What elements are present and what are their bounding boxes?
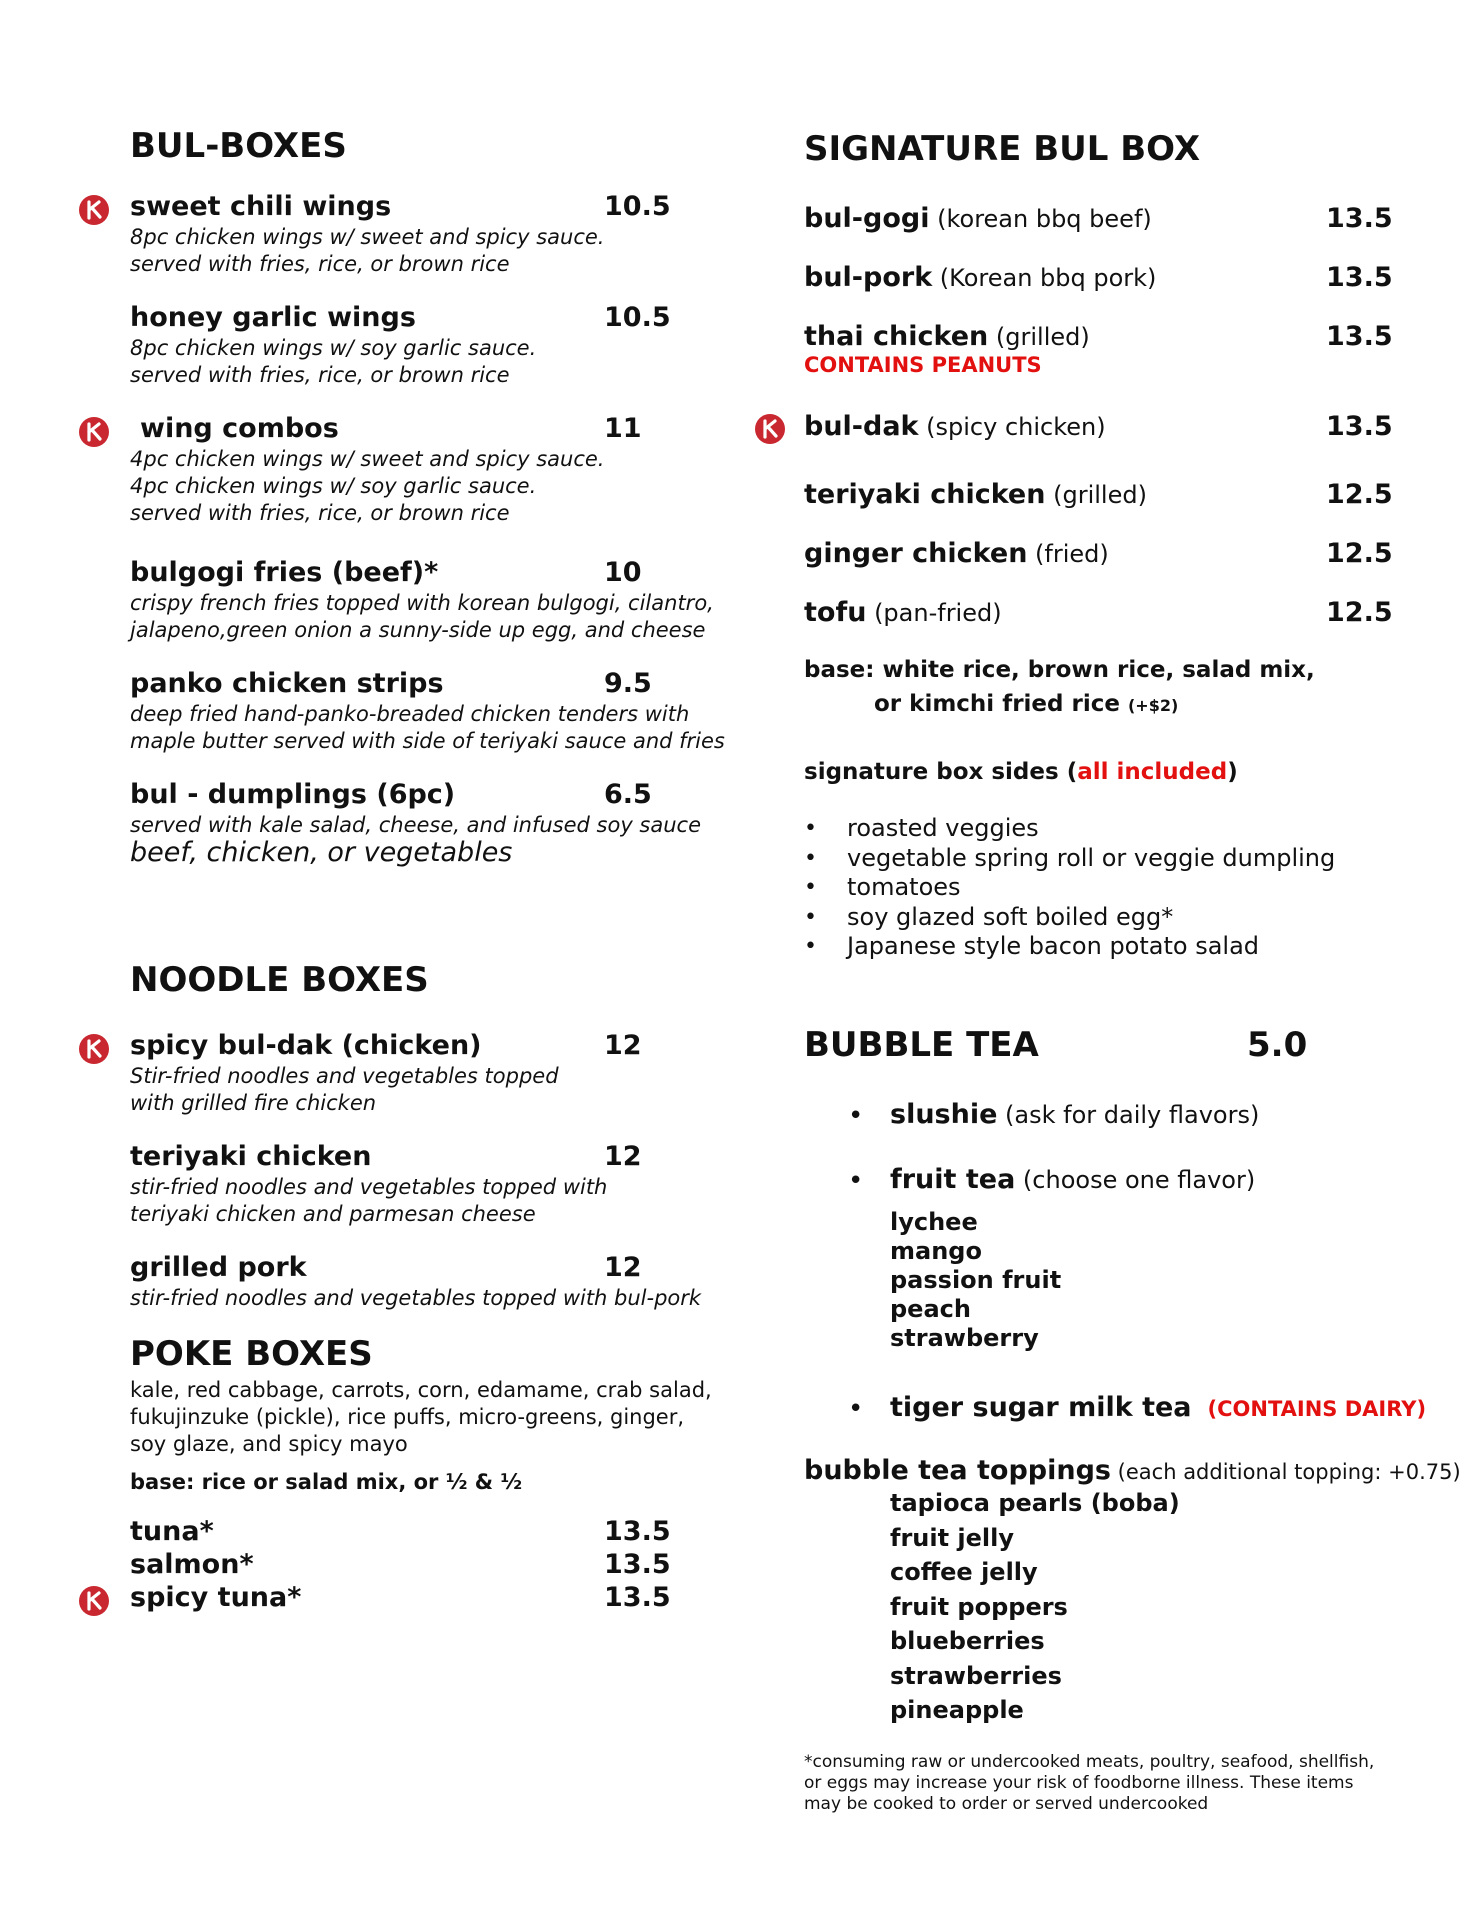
item-price: 12 (604, 1030, 642, 1061)
item-price: 13.5 (1326, 203, 1393, 234)
item-description: stir-fried noodles and vegetables topped with (130, 1175, 608, 1199)
list-item: strawberries (890, 1661, 1062, 1690)
list-item: • vegetable spring roll or veggie dumpling (804, 844, 1335, 874)
item-price: 12.5 (1326, 597, 1393, 628)
spicy-icon (79, 1586, 109, 1616)
item-description: 4pc chicken wings w/ soy garlic sauce. (130, 474, 537, 498)
item-name: teriyaki chicken (130, 1141, 372, 1172)
toppings-heading: bubble tea toppings (each additional topping: +0.75) (804, 1455, 1461, 1486)
item-name: ginger chicken (fried) (804, 538, 1109, 569)
item-name: spicy bul-dak (chicken) (130, 1030, 482, 1061)
item-description: maple butter served with side of teriyaki sauce and fries (130, 729, 725, 753)
list-item: tapioca pearls (boba) (890, 1489, 1180, 1517)
item-price: 10.5 (604, 191, 671, 222)
bubble-tea-heading: BUBBLE TEA (804, 1025, 1039, 1065)
item-price: 6.5 (604, 779, 652, 810)
allergen-warning: CONTAINS PEANUTS (804, 353, 1042, 377)
item-description: served with fries, rice, or brown rice (130, 363, 510, 387)
item-name: panko chicken strips (130, 668, 444, 699)
list-item: • tomatoes (804, 873, 1335, 903)
item-price: 13.5 (604, 1582, 671, 1613)
item-description: deep fried hand-panko-breaded chicken tenders with (130, 702, 690, 726)
item-price: 12 (604, 1141, 642, 1172)
poke-base: base: rice or salad mix, or ½ & ½ (130, 1470, 523, 1494)
item-price: 12 (604, 1252, 642, 1283)
bullet: • (848, 1166, 864, 1196)
poke-description: kale, red cabbage, carrots, corn, edamame, crab salad, (130, 1378, 712, 1402)
food-safety-notice: *consuming raw or undercooked meats, poultry, seafood, shellfish, or eggs may increase your risk of foodborne illness. These items may be cooked to order or served undercooked (804, 1752, 1375, 1814)
bul-boxes-heading: BUL-BOXES (130, 126, 347, 166)
sides-heading: signature box sides (all included) (804, 759, 1238, 785)
noodle-boxes-heading: NOODLE BOXES (130, 960, 429, 1000)
poke-boxes-heading: POKE BOXES (130, 1334, 373, 1374)
list-item: strawberry (890, 1324, 1039, 1352)
item-description: 4pc chicken wings w/ sweet and spicy sauce. (130, 447, 605, 471)
item-name: salmon* (130, 1549, 254, 1580)
item-price: 10 (604, 557, 642, 588)
item-name: teriyaki chicken (grilled) (804, 479, 1147, 510)
toppings-list (890, 1486, 1180, 1728)
sides-list (804, 814, 1335, 962)
item-price: 13.5 (604, 1516, 671, 1547)
item-price: 13.5 (1326, 321, 1393, 352)
item-name: tuna* (130, 1516, 214, 1547)
list-item: blueberries (890, 1627, 1045, 1655)
list-item: lychee (890, 1208, 978, 1236)
slushie-item: slushie (ask for daily flavors) (890, 1099, 1260, 1130)
item-name: bulgogi fries (beef)* (130, 557, 439, 588)
item-description: crispy french fries topped with korean bulgogi, cilantro, (130, 591, 714, 615)
list-item: • soy glazed soft boiled egg* (804, 903, 1335, 933)
bullet: • (848, 1101, 864, 1131)
fruit-tea-item: fruit tea (choose one flavor) (890, 1164, 1256, 1195)
poke-description: soy glaze, and spicy mayo (130, 1432, 408, 1456)
item-price: 13.5 (604, 1549, 671, 1580)
signature-heading: SIGNATURE BUL BOX (804, 129, 1201, 169)
item-description: 8pc chicken wings w/ sweet and spicy sauce. (130, 225, 605, 249)
list-item: mango (890, 1237, 982, 1265)
item-name: bul-dak (spicy chicken) (804, 411, 1106, 442)
item-name: bul - dumplings (6pc) (130, 779, 456, 810)
item-price: 12.5 (1326, 479, 1393, 510)
signature-base: or kimchi fried rice (+$2) (874, 691, 1179, 717)
bubble-tea-price: 5.0 (1247, 1025, 1308, 1065)
bullet: • (848, 1394, 864, 1424)
item-description: served with fries, rice, or brown rice (130, 252, 510, 276)
spicy-icon (79, 417, 109, 447)
item-description: Stir-fried noodles and vegetables topped (130, 1064, 559, 1088)
poke-description: fukujinzuke (pickle), rice puffs, micro-greens, ginger, (130, 1405, 685, 1429)
item-price: 11 (604, 413, 642, 444)
item-name: wing combos (140, 413, 339, 444)
item-description: stir-fried noodles and vegetables topped with bul-pork (130, 1286, 702, 1310)
item-description: 8pc chicken wings w/ soy garlic sauce. (130, 336, 537, 360)
spicy-icon (755, 414, 785, 444)
list-item: • roasted veggies (804, 814, 1335, 844)
item-name: bul-pork (Korean bbq pork) (804, 262, 1157, 293)
item-description: teriyaki chicken and parmesan cheese (130, 1202, 536, 1226)
item-price: 12.5 (1326, 538, 1393, 569)
item-description: jalapeno,green onion a sunny-side up egg, and cheese (130, 618, 706, 642)
list-item: fruit poppers (890, 1592, 1068, 1621)
list-item: passion fruit (890, 1266, 1062, 1294)
list-item: coffee jelly (890, 1558, 1038, 1586)
item-description: served with fries, rice, or brown rice (130, 501, 510, 525)
item-description: with grilled fire chicken (130, 1091, 377, 1115)
flavor-list (890, 1208, 1061, 1353)
item-name: spicy tuna* (130, 1582, 302, 1613)
list-item: • Japanese style bacon potato salad (804, 932, 1335, 962)
item-price: 10.5 (604, 302, 671, 333)
item-name: bul-gogi (korean bbq beef) (804, 203, 1152, 234)
spicy-icon (79, 195, 109, 225)
signature-base: base: white rice, brown rice, salad mix, (804, 657, 1315, 683)
tiger-tea-item: tiger sugar milk tea (CONTAINS DAIRY) (890, 1392, 1427, 1423)
spicy-icon (79, 1034, 109, 1064)
item-price: 13.5 (1326, 262, 1393, 293)
item-name: honey garlic wings (130, 302, 416, 333)
list-item: peach (890, 1295, 971, 1323)
item-description: served with kale salad, cheese, and infused soy sauce (130, 813, 702, 837)
item-name: thai chicken (grilled) (804, 321, 1090, 352)
list-item: fruit jelly (890, 1523, 1015, 1552)
item-price: 9.5 (604, 668, 652, 699)
list-item: pineapple (890, 1696, 1024, 1724)
item-name: tofu (pan-fried) (804, 597, 1002, 628)
item-name: grilled pork (130, 1252, 307, 1283)
item-name: sweet chili wings (130, 191, 392, 222)
item-description: beef, chicken, or vegetables (130, 837, 513, 868)
item-price: 13.5 (1326, 411, 1393, 442)
